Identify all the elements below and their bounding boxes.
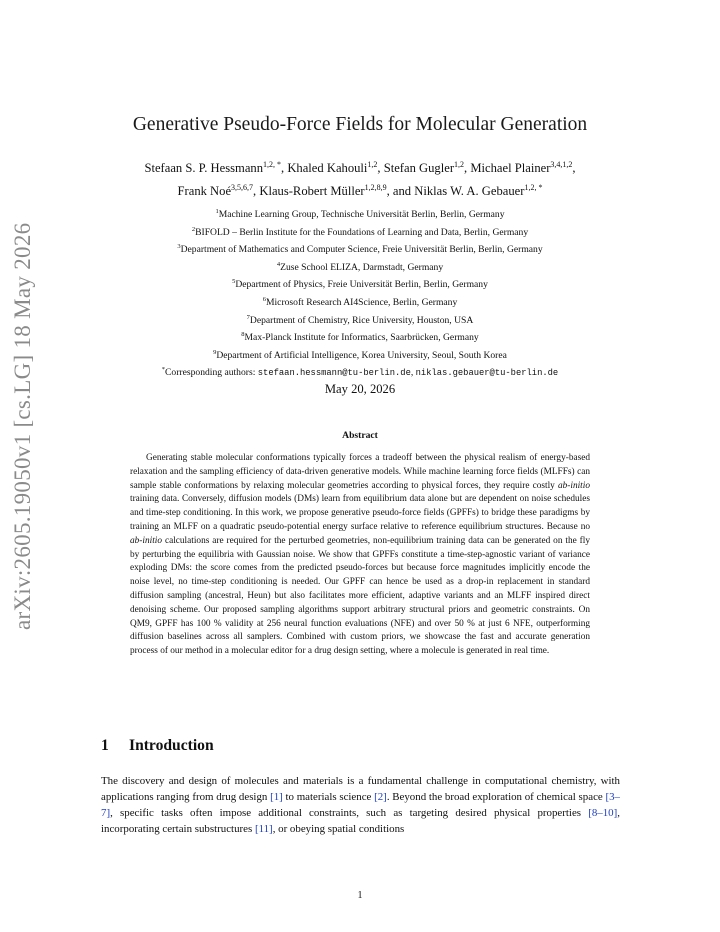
citation-link[interactable]: [3–7] bbox=[101, 791, 620, 820]
author-conjunction: and bbox=[392, 184, 412, 198]
affiliation: $^9$Department of Artificial Intelligence, Korea University, Seoul, South Korea bbox=[213, 348, 507, 361]
affiliation: $^6$Microsoft Research AI4Science, Berlin, Germany bbox=[262, 295, 458, 308]
abstract-heading: Abstract bbox=[342, 430, 378, 441]
section-number: 1 bbox=[101, 737, 109, 754]
affiliation-list bbox=[80, 205, 640, 381]
author-name: Frank Noé bbox=[177, 184, 232, 198]
author-name: Michael Plainer bbox=[470, 161, 551, 175]
corresponding-authors: *Corresponding authors: stefaan.hessmann@tu-berlin.de, niklas.gebauer@tu-berlin.de bbox=[161, 366, 559, 379]
author-name: Klaus-Robert Müller bbox=[259, 184, 365, 198]
abstract-text: Generating stable molecular conformations typically forces a tradeoff between the physical realism of energy-based relaxation and the sampling efficiency of data-driven generative models. While machine learning force fields (MLFFs) can sample stable conformations by relaxing molecular geometries according to physical forces, they require costly ab-initio training data. Conversely, diffusion models (DMs) learn from equilibrium data alone but are dependent on noise schedules and time-step conditioning. In this work, we propose generative pseudo-force fields (GPFFs) to bridge these paradigms by training an MLFF on a quadratic pseudo-potential energy surface relative to reference equilibrium structures. Because no ab-initio calculations are required for the perturbed geometries, non-equilibrium training data can be generated on the fly by perturbing the equilibria with Gaussian noise. We show that GPFFs constitute a time-step-agnostic variant of variance exploding DMs: the score comes from the predicted pseudo-forces but because force magnitudes implicitly encode the noise level, no time-step conditioning is needed. Our GPFF can hence be used as a drop-in replacement in standard diffusion sampling (ancestral, Heun) but also facilitates more efficient, adaptive variants and an MLFF inspired direct denoising scheme. Our proposed sampling algorithms support arbitrary structural priors and geometric constraints. On QM9, GPFF has 100 % validity at 256 neural function evaluations (NFE) and over 50 % at just 6 NFE, outperforming diffusion baselines across all samplers. Combined with custom priors, we showcase the fast and accurate generation process of our method in a molecular editor for a drug design setting, where a molecule is generated in real time. bbox=[130, 453, 590, 657]
affiliation: $^3$Department of Mathematics and Computer Science, Freie Universität Berlin, Berlin, Germany bbox=[177, 243, 543, 256]
affiliation: $^1$Machine Learning Group, Technische Universität Berlin, Berlin, Germany bbox=[215, 208, 505, 220]
author-list: Stefaan S. P. Hessmann$^{1,2, *}$, Khaled Kahouli$^{1,2}$, Stefan Gugler$^{1,2}$, Michael Plainer$^{3,4,1,2}$, Frank Noé$^{3,5,6,7}$, Klaus-Robert Müller$^{1,2,8,9}$, and Niklas W. A. Gebauer$^{1,2, *}$ bbox=[144, 160, 576, 198]
author-affil-sup: 1,2 bbox=[367, 160, 378, 169]
author-name: Stefaan S. P. Hessmann bbox=[144, 161, 264, 175]
email-link[interactable]: stefaan.hessmann@tu-berlin.de bbox=[257, 368, 411, 379]
author-name: Khaled Kahouli bbox=[287, 161, 368, 175]
author-name: Niklas W. A. Gebauer bbox=[414, 184, 525, 198]
citation-link[interactable]: [11] bbox=[254, 823, 273, 836]
citation-link[interactable]: [2] bbox=[374, 791, 387, 804]
author-name: Stefan Gugler bbox=[383, 161, 455, 175]
paper-title: Generative Pseudo-Force Fields for Molecular Generation bbox=[132, 114, 588, 135]
intro-paragraph: The discovery and design of molecules and materials is a fundamental challenge in computational chemistry, with applications ranging from drug design [1] to materials science [2]. Beyond the broad exploration of chemical space [3–7], specific tasks often impose additional constraints, such as targeting desired physical properties [8–10], incorporating certain substructures [11], or obeying spatial conditions bbox=[101, 775, 620, 836]
section-heading bbox=[101, 737, 214, 755]
author-affil-sup: 1,2, * bbox=[263, 160, 282, 169]
author-affil-sup: 1,2 bbox=[454, 160, 465, 169]
affiliation: $^8$Max-Planck Institute for Informatics, Saarbrücken, Germany bbox=[241, 331, 479, 344]
citation-link[interactable]: [8–10] bbox=[588, 807, 618, 820]
page-number: 1 bbox=[357, 890, 363, 901]
publication-date: May 20, 2026 bbox=[324, 382, 396, 396]
email-link[interactable]: niklas.gebauer@tu-berlin.de bbox=[415, 368, 559, 379]
author-affil-sup: 3,4,1,2 bbox=[550, 160, 573, 169]
author-affil-sup: 3,5,6,7 bbox=[231, 183, 254, 192]
affiliation: $^4$Zuse School ELIZA, Darmstadt, Germany bbox=[276, 260, 444, 273]
affiliation: $^5$Department of Physics, Freie Universität Berlin, Berlin, Germany bbox=[232, 278, 488, 291]
section-title: Introduction bbox=[129, 737, 214, 754]
citation-link[interactable]: [1] bbox=[270, 791, 283, 804]
affiliation: $^7$Department of Chemistry, Rice University, Houston, USA bbox=[246, 313, 474, 326]
author-affil-sup: 1,2,8,9 bbox=[364, 183, 387, 192]
affiliation: $^2$BIFOLD – Berlin Institute for the Foundations of Learning and Data, Berlin, Germany bbox=[191, 225, 529, 238]
arxiv-watermark: arXiv:2605.19050v1 [cs.LG] 18 May 2026 bbox=[10, 222, 35, 630]
author-affil-sup: 1,2, * bbox=[524, 183, 543, 192]
